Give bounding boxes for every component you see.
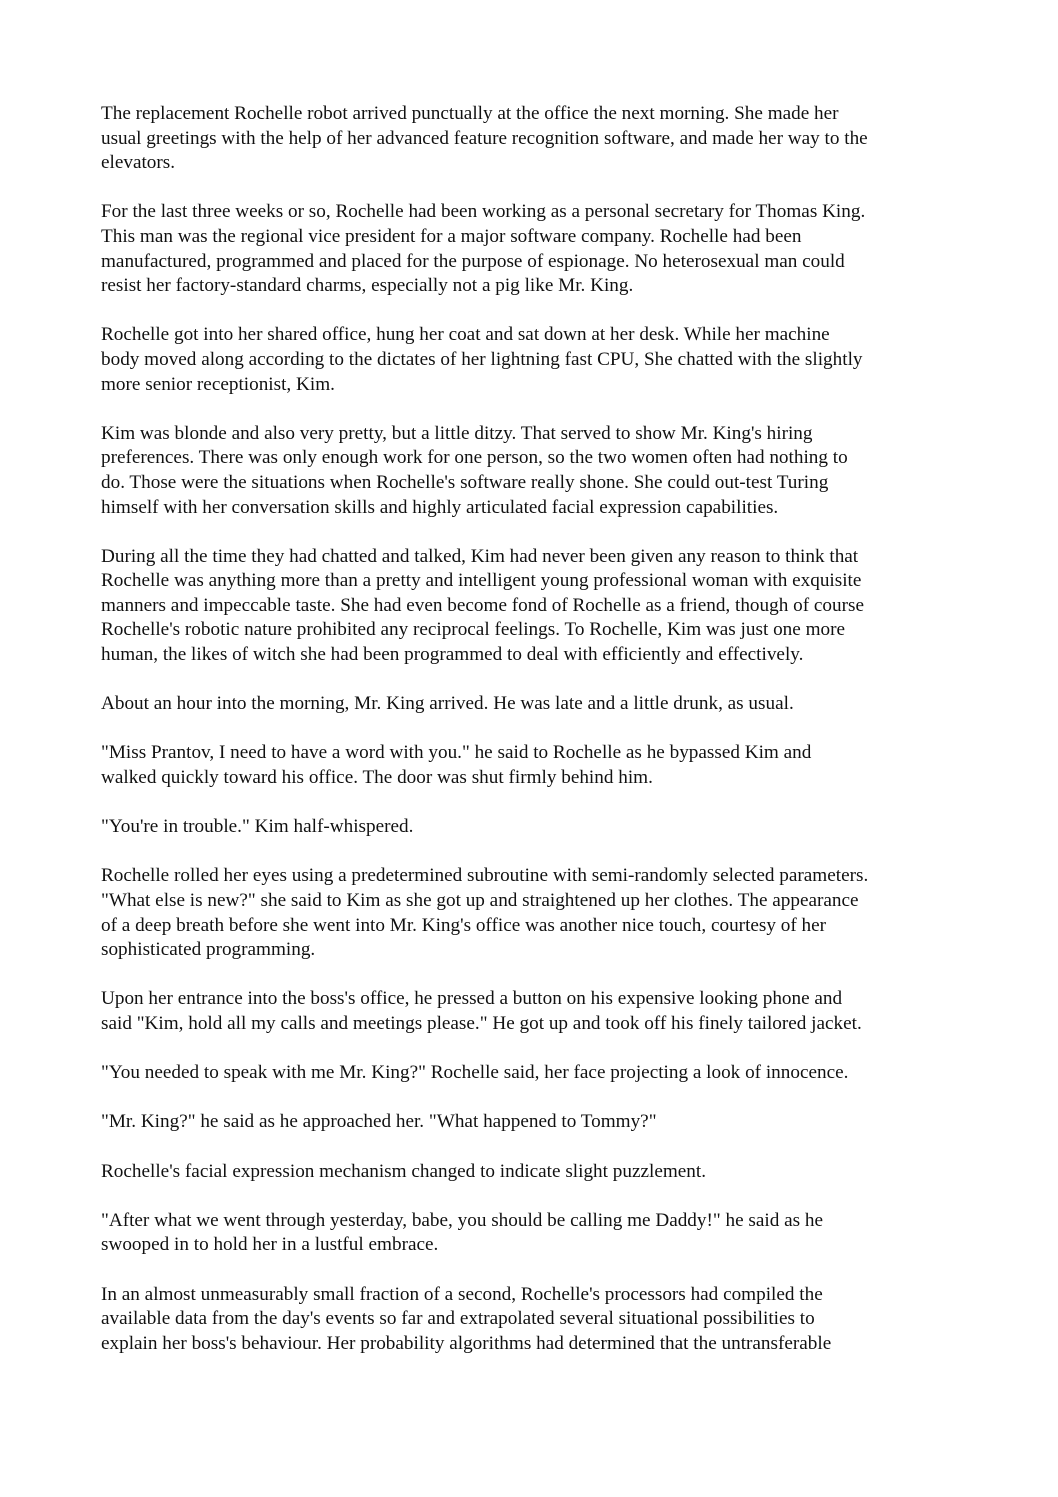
paragraph-13: Rochelle's facial expression mechanism changed to indicate slight puzzlement. xyxy=(101,1160,706,1182)
paragraph-6: About an hour into the morning, Mr. King arrived. He was late and a little drunk, as usual. xyxy=(101,693,794,715)
paragraph-1: The replacement Rochelle robot arrived punctually at the office the next morning. She made her usual greetings with the help of her advanced feature recognition software, and made her way to the elevators. xyxy=(101,103,868,174)
paragraph-9: Rochelle rolled her eyes using a predetermined subroutine with semi-randomly selected parameters. "What else is new?" she said to Kim as she got up and straightened up her clothes. The appearance of a deep breath before she went into Mr. King's office was another nice touch, courtesy of her sophisticated programming. xyxy=(101,865,869,961)
paragraph-10: Upon her entrance into the boss's office, he pressed a button on his expensive looking phone and said "Kim, hold all my calls and meetings please." He got up and took off his finely tailored jacket. xyxy=(101,988,862,1034)
paragraph-14: "After what we went through yesterday, babe, you should be calling me Daddy!" he said as he swooped in to hold her in a lustful embrace. xyxy=(101,1209,824,1256)
paragraph-8: "You're in trouble." Kim half-whispered. xyxy=(101,816,414,838)
paragraph-4: Kim was blonde and also very pretty, but a little ditzy. That served to show Mr. King's hiring preferences. There was only enough work for one person, so the two women often had nothing to do. Those were the situations when Rochelle's software really shone. She could out-test Turing himself with her conversation skills and highly articulated facial expression capabilities. xyxy=(101,422,848,518)
paragraph-2: For the last three weeks or so, Rochelle had been working as a personal secretary for Thomas King. This man was the regional vice president for a major software company. Rochelle had been manufactured, programmed and placed for the purpose of espionage. No heterosexual man could resist her factory-standard charms, especially not a pig like Mr. King. xyxy=(101,201,866,297)
paragraph-3: Rochelle got into her shared office, hung her coat and sat down at her desk. While her machine body moved along according to the dictates of her lightning fast CPU, She chatted with the slightly more senior receptionist, Kim. xyxy=(101,324,863,395)
paragraph-5: During all the time they had chatted and talked, Kim had never been given any reason to think that Rochelle was anything more than a pretty and intelligent young professional woman with exquisite manners and impeccable taste. She had even become fond of Rochelle as a friend, though of course Rochelle's robotic nature prohibited any reciprocal feelings. To Rochelle, Kim was just one more human, the likes of witch she had been programmed to deal with efficiently and effectively. xyxy=(101,545,864,666)
paragraph-11: "You needed to speak with me Mr. King?" Rochelle said, her face projecting a look of innocence. xyxy=(101,1062,849,1084)
paragraph-12: "Mr. King?" he said as he approached her. "What happened to Tommy?" xyxy=(101,1111,657,1133)
document-body xyxy=(101,102,981,1381)
paragraph-15: In an almost unmeasurably small fraction of a second, Rochelle's processors had compiled the available data from the day's events so far and extrapolated several situational possibilities to explain her boss's behaviour. Her probability algorithms had determined that the untransferable xyxy=(101,1283,832,1354)
paragraph-7: "Miss Prantov, I need to have a word with you." he said to Rochelle as he bypassed Kim and walked quickly toward his office. The door was shut firmly behind him. xyxy=(101,742,812,789)
